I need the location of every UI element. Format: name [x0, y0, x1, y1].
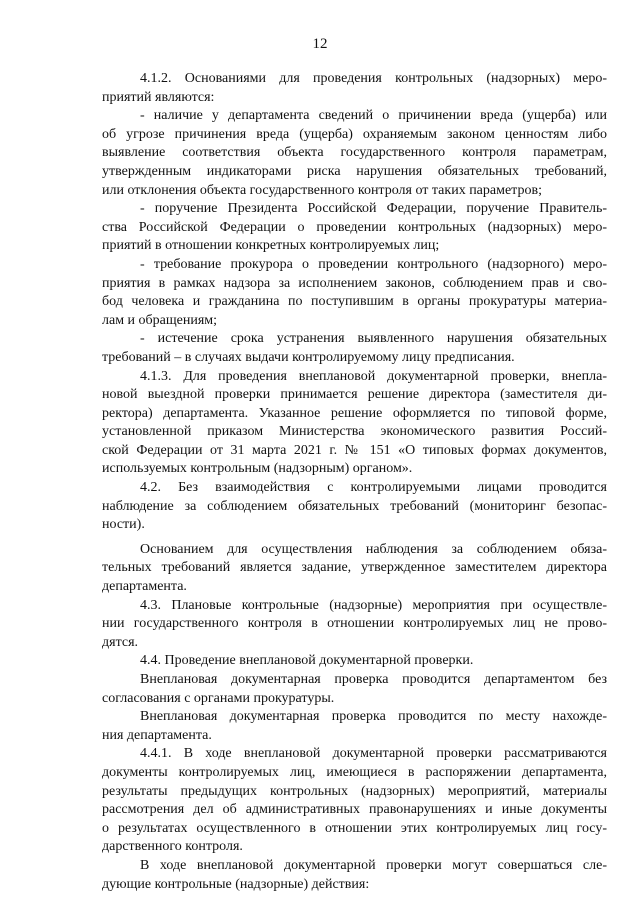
text-line: нии государственного контроля в отношении контролируемых лиц не прово-	[102, 616, 607, 632]
paragraph	[102, 479, 607, 535]
text-line: - истечение срока устранения выявленного нарушения обязательных	[140, 331, 607, 347]
paragraph	[102, 107, 607, 200]
paragraph	[102, 857, 607, 894]
text-line: выявление соответствия объекта государственного контроля параметрам,	[102, 145, 607, 161]
text-line: Внеплановая документарная проверка проводится по месту нахожде-	[140, 709, 607, 725]
paragraph	[102, 368, 607, 480]
text-line: Внеплановая документарная проверка проводится департаментом без	[140, 672, 607, 687]
paragraph	[102, 671, 607, 708]
text-line: тельных требований является задание, утвержденное заместителем директора	[102, 560, 607, 576]
text-line: лам и обращениям;	[102, 312, 218, 328]
text-line: 4.2. Без взаимодействия с контролируемыми лицами проводится	[140, 480, 607, 496]
text-line: приятия в рамках надзора за исполнением законов, соблюдением прав и сво-	[102, 275, 607, 291]
text-line: дятся.	[102, 634, 139, 650]
paragraph	[102, 541, 607, 597]
text-line: приятий в отношении конкретных контролируемых лиц;	[102, 238, 440, 254]
text-line: - требование прокурора о проведении контрольного (надзорного) меро-	[140, 256, 607, 272]
text-line: дующие контрольные (надзорные) действия:	[102, 876, 370, 892]
text-line: ства Российской Федерации о проведении контрольных (надзорных) меро-	[102, 219, 607, 235]
text-line: Основанием для осуществления наблюдения за соблюдением обяза-	[140, 541, 607, 557]
text-line: требований – в случаях выдачи контролируемому лицу предписания.	[102, 349, 515, 365]
text-line: В ходе внеплановой документарной проверки могут совершаться сле-	[140, 857, 607, 873]
text-line: рассмотрения дел об административных правонарушениях и иные документы	[102, 802, 607, 818]
text-line: ректора) департамента. Указанное решение оформляется по типовой форме,	[102, 405, 607, 421]
text-line: приятий являются:	[102, 89, 215, 105]
text-line: - наличие у департамента сведений о причинении вреда (ущерба) или	[140, 108, 607, 124]
text-line: 4.1.3. Для проведения внеплановой документарной проверки, внепла-	[140, 368, 607, 384]
paragraph	[102, 708, 607, 745]
text-line: ности).	[102, 517, 145, 533]
text-line: 4.4.1. В ходе внеплановой документарной проверки рассматриваются	[140, 746, 607, 762]
text-line: наблюдение за соблюдением обязательных требований (мониторинг безопас-	[102, 498, 607, 514]
text-line: о результатах осуществленного в отношении этих контролируемых лиц госу-	[102, 820, 607, 836]
paragraph	[102, 200, 607, 256]
text-line: 4.1.2. Основаниями для проведения контрольных (надзорных) меро-	[140, 71, 607, 86]
text-line: используемых контрольным (надзорным) органом».	[102, 461, 413, 477]
paragraph	[102, 745, 607, 857]
paragraph	[102, 652, 607, 671]
text-line: 4.4. Проведение внеплановой документарной проверки.	[140, 653, 474, 669]
paragraph	[102, 330, 607, 367]
text-line: согласования с органами прокуратуры.	[102, 690, 335, 706]
text-line: дарственного контроля.	[102, 839, 243, 855]
text-line: результаты предыдущих контрольных (надзорных) мероприятий, материалы	[102, 783, 607, 799]
page-number: 12	[312, 36, 328, 52]
text-line: департамента.	[102, 579, 187, 595]
text-line: установленной приказом Министерства экономического развития Россий-	[102, 424, 607, 440]
text-line: - поручение Президента Российской Федерации, поручение Правитель-	[140, 201, 607, 217]
text-line: бод человека и гражданина по поступившим в органы прокуратуры материа-	[102, 294, 607, 310]
document-body	[102, 70, 607, 894]
paragraph	[102, 70, 607, 107]
text-line: документы контролируемых лиц, имеющиеся в распоряжении департамента,	[102, 764, 607, 780]
paragraph	[102, 597, 607, 653]
text-line: утвержденным индикаторами риска нарушения обязательных требований,	[102, 163, 607, 179]
text-line: 4.3. Плановые контрольные (надзорные) мероприятия при осуществле-	[140, 597, 607, 613]
text-line: ния департамента.	[102, 727, 212, 743]
text-line: об угрозе причинения вреда (ущерба) охраняемым законом ценностям либо	[102, 126, 607, 142]
paragraph	[102, 256, 607, 330]
text-line: ской Федерации от 31 марта 2021 г. № 151 «О типовых формах документов,	[102, 442, 607, 458]
text-line: новой выездной проверки принимается решение директора (заместителя ди-	[102, 387, 607, 403]
text-line: или отклонения объекта государственного контроля от таких параметров;	[102, 182, 542, 198]
